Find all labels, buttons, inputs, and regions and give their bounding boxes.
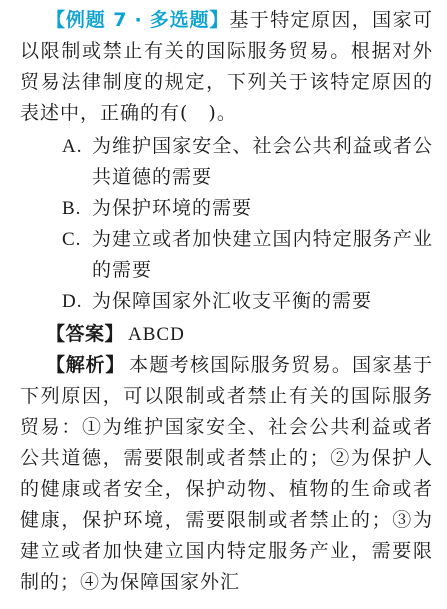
option-text: 为保障国家外汇收支平衡的需要 <box>92 290 373 312</box>
option-letter: B. <box>62 198 82 219</box>
option-text: 为建立或者加快建立国内特定服务产业的需要 <box>92 228 433 281</box>
option-c <box>20 224 433 286</box>
option-letter: A. <box>62 136 83 157</box>
analysis-label: 【解析】 <box>46 354 126 376</box>
question-stem: 基于特定原因，国家可以限制或禁止有关的国际服务贸易。根据对外贸易法律制度的规定，下列关于该特定原因的表述中，正确的有( )。 <box>20 9 433 124</box>
answer-line <box>20 319 433 350</box>
option-list <box>20 131 433 317</box>
question-stem-paragraph <box>20 5 433 129</box>
answer-label: 【答案】 <box>46 323 125 345</box>
option-letter: C. <box>62 229 82 250</box>
analysis-text: 本题考核国际服务贸易。国家基于下列原因，可以限制或者禁止有关的国际服务贸易：①为维护国家安全、社会公共利益或者公共道德，需要限制或者禁止的；②为保护人的健康或者安全，保护动物、植物的生命或者健康，保护环境，需要限制或者禁止的；③为建立或者加快建立国内特定服务产业，需要限制的；④为保障国家外汇 <box>20 354 433 593</box>
answer-value: ABCD <box>128 324 185 345</box>
analysis-paragraph <box>20 350 433 598</box>
option-d <box>20 286 433 317</box>
question-label: 【例题 7 · 多选题】 <box>46 9 230 31</box>
option-letter: D. <box>62 291 83 312</box>
option-a <box>20 131 433 193</box>
option-b <box>20 193 433 224</box>
option-text: 为维护国家安全、社会公共利益或者公共道德的需要 <box>92 135 433 188</box>
option-text: 为保护环境的需要 <box>92 197 253 219</box>
